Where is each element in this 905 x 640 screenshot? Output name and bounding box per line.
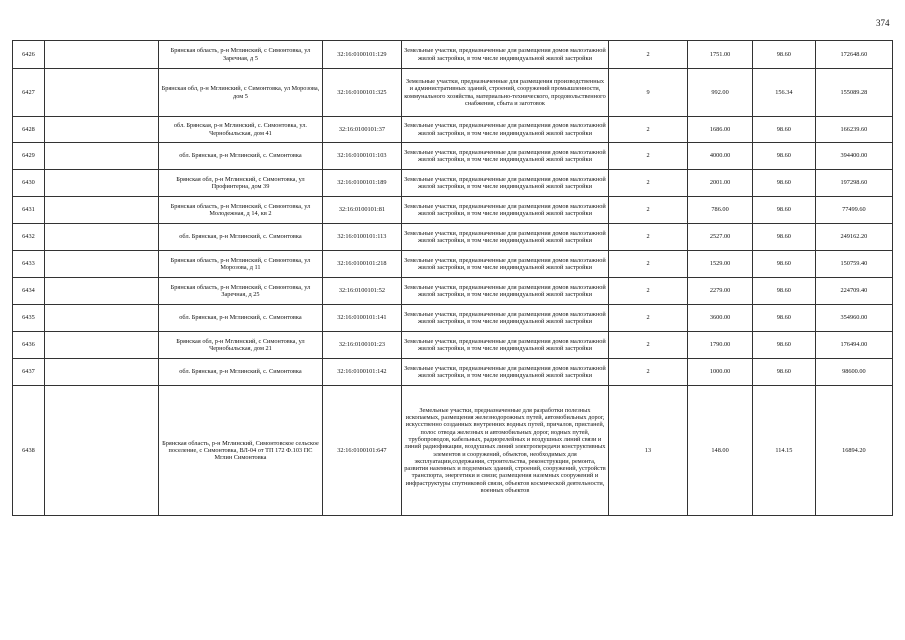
address-cell: обл. Брянская, р-н Мглинский, с. Симонтовка [159,224,323,251]
address-cell: Брянская обл, р-н Мглинский, с Симонтовка, ул Профинтерна, дом 39 [159,170,323,197]
group-cell: 2 [608,224,687,251]
land-use-cell: Земельные участки, предназначенные для размещения домов малоэтажной жилой застройки, в том числе индивидуальной жилой застройки [402,224,609,251]
cadastral-number-cell: 32:16:0100101:23 [322,332,401,359]
table-row [13,69,893,117]
row-number: 6437 [13,359,45,386]
area-cell: 3600.00 [688,305,753,332]
empty-cell [44,305,158,332]
rate-cell: 98.60 [752,197,815,224]
empty-cell [44,197,158,224]
page-number: 374 [876,18,890,28]
row-number: 6436 [13,332,45,359]
group-cell: 2 [608,143,687,170]
rate-cell: 98.60 [752,41,815,69]
value-cell: 155089.28 [815,69,892,117]
area-cell: 1751.00 [688,41,753,69]
table-row [13,197,893,224]
value-cell: 197298.60 [815,170,892,197]
row-number: 6427 [13,69,45,117]
land-use-cell: Земельные участки, предназначенные для разработки полезных ископаемых, размещения железнодорожных путей, автомобильных дорог, искусственно созданных внутренних водных путей, причалов, пристаней, полос отвода железных и автомобильных дорог, водных путей, трубопроводов, кабельных, радиорелейных и воздушных линий связи и линий радиофикации, воздушных линий электропередачи конструктивных элементов и сооружений, объектов, необходимых для эксплуатации,содержания, строительства, реконструкции, ремонта, развития наземных и подземных зданий, строений, сооружений, устройств транспорта, энергетики и связи; размещения наземных сооружений и инфраструктуры спутниковой связи, объектов космической деятельности, военных объектов [402,386,609,516]
cadastral-number-cell: 32:16:0100101:81 [322,197,401,224]
rate-cell: 98.60 [752,224,815,251]
address-cell: обл. Брянская, р-н Мглинский, с. Симонтовка [159,143,323,170]
land-use-cell: Земельные участки, предназначенные для размещения домов малоэтажной жилой застройки, в том числе индивидуальной жилой застройки [402,278,609,305]
row-number: 6434 [13,278,45,305]
area-cell: 1000.00 [688,359,753,386]
address-cell: обл. Брянская, р-н Мглинский, с. Симонтовка [159,305,323,332]
table-row [13,224,893,251]
rate-cell: 98.60 [752,332,815,359]
row-number: 6429 [13,143,45,170]
empty-cell [44,224,158,251]
empty-cell [44,386,158,516]
empty-cell [44,69,158,117]
land-use-cell: Земельные участки, предназначенные для размещения домов малоэтажной жилой застройки, в том числе индивидуальной жилой застройки [402,251,609,278]
value-cell: 150759.40 [815,251,892,278]
group-cell: 13 [608,386,687,516]
cadastral-number-cell: 32:16:0100101:218 [322,251,401,278]
land-use-cell: Земельные участки, предназначенные для размещения домов малоэтажной жилой застройки, в том числе индивидуальной жилой застройки [402,359,609,386]
area-cell: 4000.00 [688,143,753,170]
value-cell: 224709.40 [815,278,892,305]
area-cell: 1529.00 [688,251,753,278]
table-row [13,305,893,332]
rate-cell: 98.60 [752,278,815,305]
group-cell: 2 [608,170,687,197]
rate-cell: 98.60 [752,305,815,332]
table-row [13,41,893,69]
address-cell: Брянская область, р-н Мглинский, с Симонтовка, ул Молодежная, д 14, кв 2 [159,197,323,224]
row-number: 6430 [13,170,45,197]
empty-cell [44,359,158,386]
table-row [13,117,893,143]
land-registry-table [12,40,893,516]
empty-cell [44,143,158,170]
row-number: 6438 [13,386,45,516]
rate-cell: 98.60 [752,117,815,143]
rate-cell: 156.34 [752,69,815,117]
address-cell: обл. Брянская, р-н Мглинский, с. Симонтовка, ул. Чернобыльская, дом 41 [159,117,323,143]
cadastral-number-cell: 32:16:0100101:647 [322,386,401,516]
group-cell: 2 [608,251,687,278]
group-cell: 2 [608,197,687,224]
value-cell: 77499.60 [815,197,892,224]
group-cell: 2 [608,278,687,305]
cadastral-number-cell: 32:16:0100101:141 [322,305,401,332]
value-cell: 16894.20 [815,386,892,516]
address-cell: Брянская область, р-н Мглинский, Симонтовское сельское поселение, с Симонтовка, ВЛ-04 от ТП 172 Ф.103 ПС Мглин Симонтовка [159,386,323,516]
area-cell: 2001.00 [688,170,753,197]
empty-cell [44,117,158,143]
row-number: 6428 [13,117,45,143]
area-cell: 992.00 [688,69,753,117]
rate-cell: 98.60 [752,359,815,386]
row-number: 6431 [13,197,45,224]
row-number: 6435 [13,305,45,332]
empty-cell [44,251,158,278]
group-cell: 2 [608,41,687,69]
address-cell: Брянская обл, р-н Мглинский, с Симонтовка, ул Морозова, дом 5 [159,69,323,117]
empty-cell [44,41,158,69]
group-cell: 9 [608,69,687,117]
table-row [13,278,893,305]
group-cell: 2 [608,117,687,143]
group-cell: 2 [608,332,687,359]
land-use-cell: Земельные участки, предназначенные для размещения домов малоэтажной жилой застройки, в том числе индивидуальной жилой застройки [402,170,609,197]
group-cell: 2 [608,359,687,386]
rate-cell: 114.15 [752,386,815,516]
row-number: 6433 [13,251,45,278]
value-cell: 172648.60 [815,41,892,69]
land-use-cell: Земельные участки, предназначенные для размещения домов малоэтажной жилой застройки, в том числе индивидуальной жилой застройки [402,117,609,143]
table-row [13,332,893,359]
empty-cell [44,278,158,305]
cadastral-number-cell: 32:16:0100101:37 [322,117,401,143]
empty-cell [44,170,158,197]
address-cell: Брянская область, р-н Мглинский, с Симонтовка, ул Морозова, д 11 [159,251,323,278]
group-cell: 2 [608,305,687,332]
cadastral-number-cell: 32:16:0100101:113 [322,224,401,251]
table-row [13,251,893,278]
row-number: 6432 [13,224,45,251]
cadastral-number-cell: 32:16:0100101:189 [322,170,401,197]
land-use-cell: Земельные участки, предназначенные для размещения домов малоэтажной жилой застройки, в том числе индивидуальной жилой застройки [402,332,609,359]
rate-cell: 98.60 [752,170,815,197]
value-cell: 394400.00 [815,143,892,170]
area-cell: 786.00 [688,197,753,224]
table-row [13,170,893,197]
area-cell: 2279.00 [688,278,753,305]
cadastral-number-cell: 32:16:0100101:103 [322,143,401,170]
area-cell: 148.00 [688,386,753,516]
value-cell: 176494.00 [815,332,892,359]
land-use-cell: Земельные участки, предназначенные для размещения домов малоэтажной жилой застройки, в том числе индивидуальной жилой застройки [402,143,609,170]
cadastral-number-cell: 32:16:0100101:129 [322,41,401,69]
rate-cell: 98.60 [752,143,815,170]
land-use-cell: Земельные участки, предназначенные для размещения домов малоэтажной жилой застройки, в том числе индивидуальной жилой застройки [402,197,609,224]
cadastral-number-cell: 32:16:0100101:52 [322,278,401,305]
table-row [13,359,893,386]
value-cell: 354960.00 [815,305,892,332]
rate-cell: 98.60 [752,251,815,278]
area-cell: 1686.00 [688,117,753,143]
table-row [13,143,893,170]
area-cell: 1790.00 [688,332,753,359]
land-use-cell: Земельные участки, предназначенные для размещения домов малоэтажной жилой застройки, в том числе индивидуальной жилой застройки [402,41,609,69]
empty-cell [44,332,158,359]
land-use-cell: Земельные участки, предназначенные для размещения производственных и административных зданий, строений, сооружений промышленности, коммунального хозяйства, материально-технического, продовольственного снабжения, сбыта и заготовок [402,69,609,117]
table-row [13,386,893,516]
area-cell: 2527.00 [688,224,753,251]
value-cell: 98600.00 [815,359,892,386]
value-cell: 249162.20 [815,224,892,251]
cadastral-number-cell: 32:16:0100101:142 [322,359,401,386]
address-cell: Брянская область, р-н Мглинский, с Симонтовка, ул Заречная, д 25 [159,278,323,305]
row-number: 6426 [13,41,45,69]
value-cell: 166239.60 [815,117,892,143]
address-cell: обл. Брянская, р-н Мглинский, с. Симонтовка [159,359,323,386]
cadastral-number-cell: 32:16:0100101:325 [322,69,401,117]
land-use-cell: Земельные участки, предназначенные для размещения домов малоэтажной жилой застройки, в том числе индивидуальной жилой застройки [402,305,609,332]
address-cell: Брянская обл, р-н Мглинский, с Симонтовка, ул Чернобыльская, дом 21 [159,332,323,359]
address-cell: Брянская область, р-н Мглинский, с Симонтовка, ул Заречная, д 5 [159,41,323,69]
